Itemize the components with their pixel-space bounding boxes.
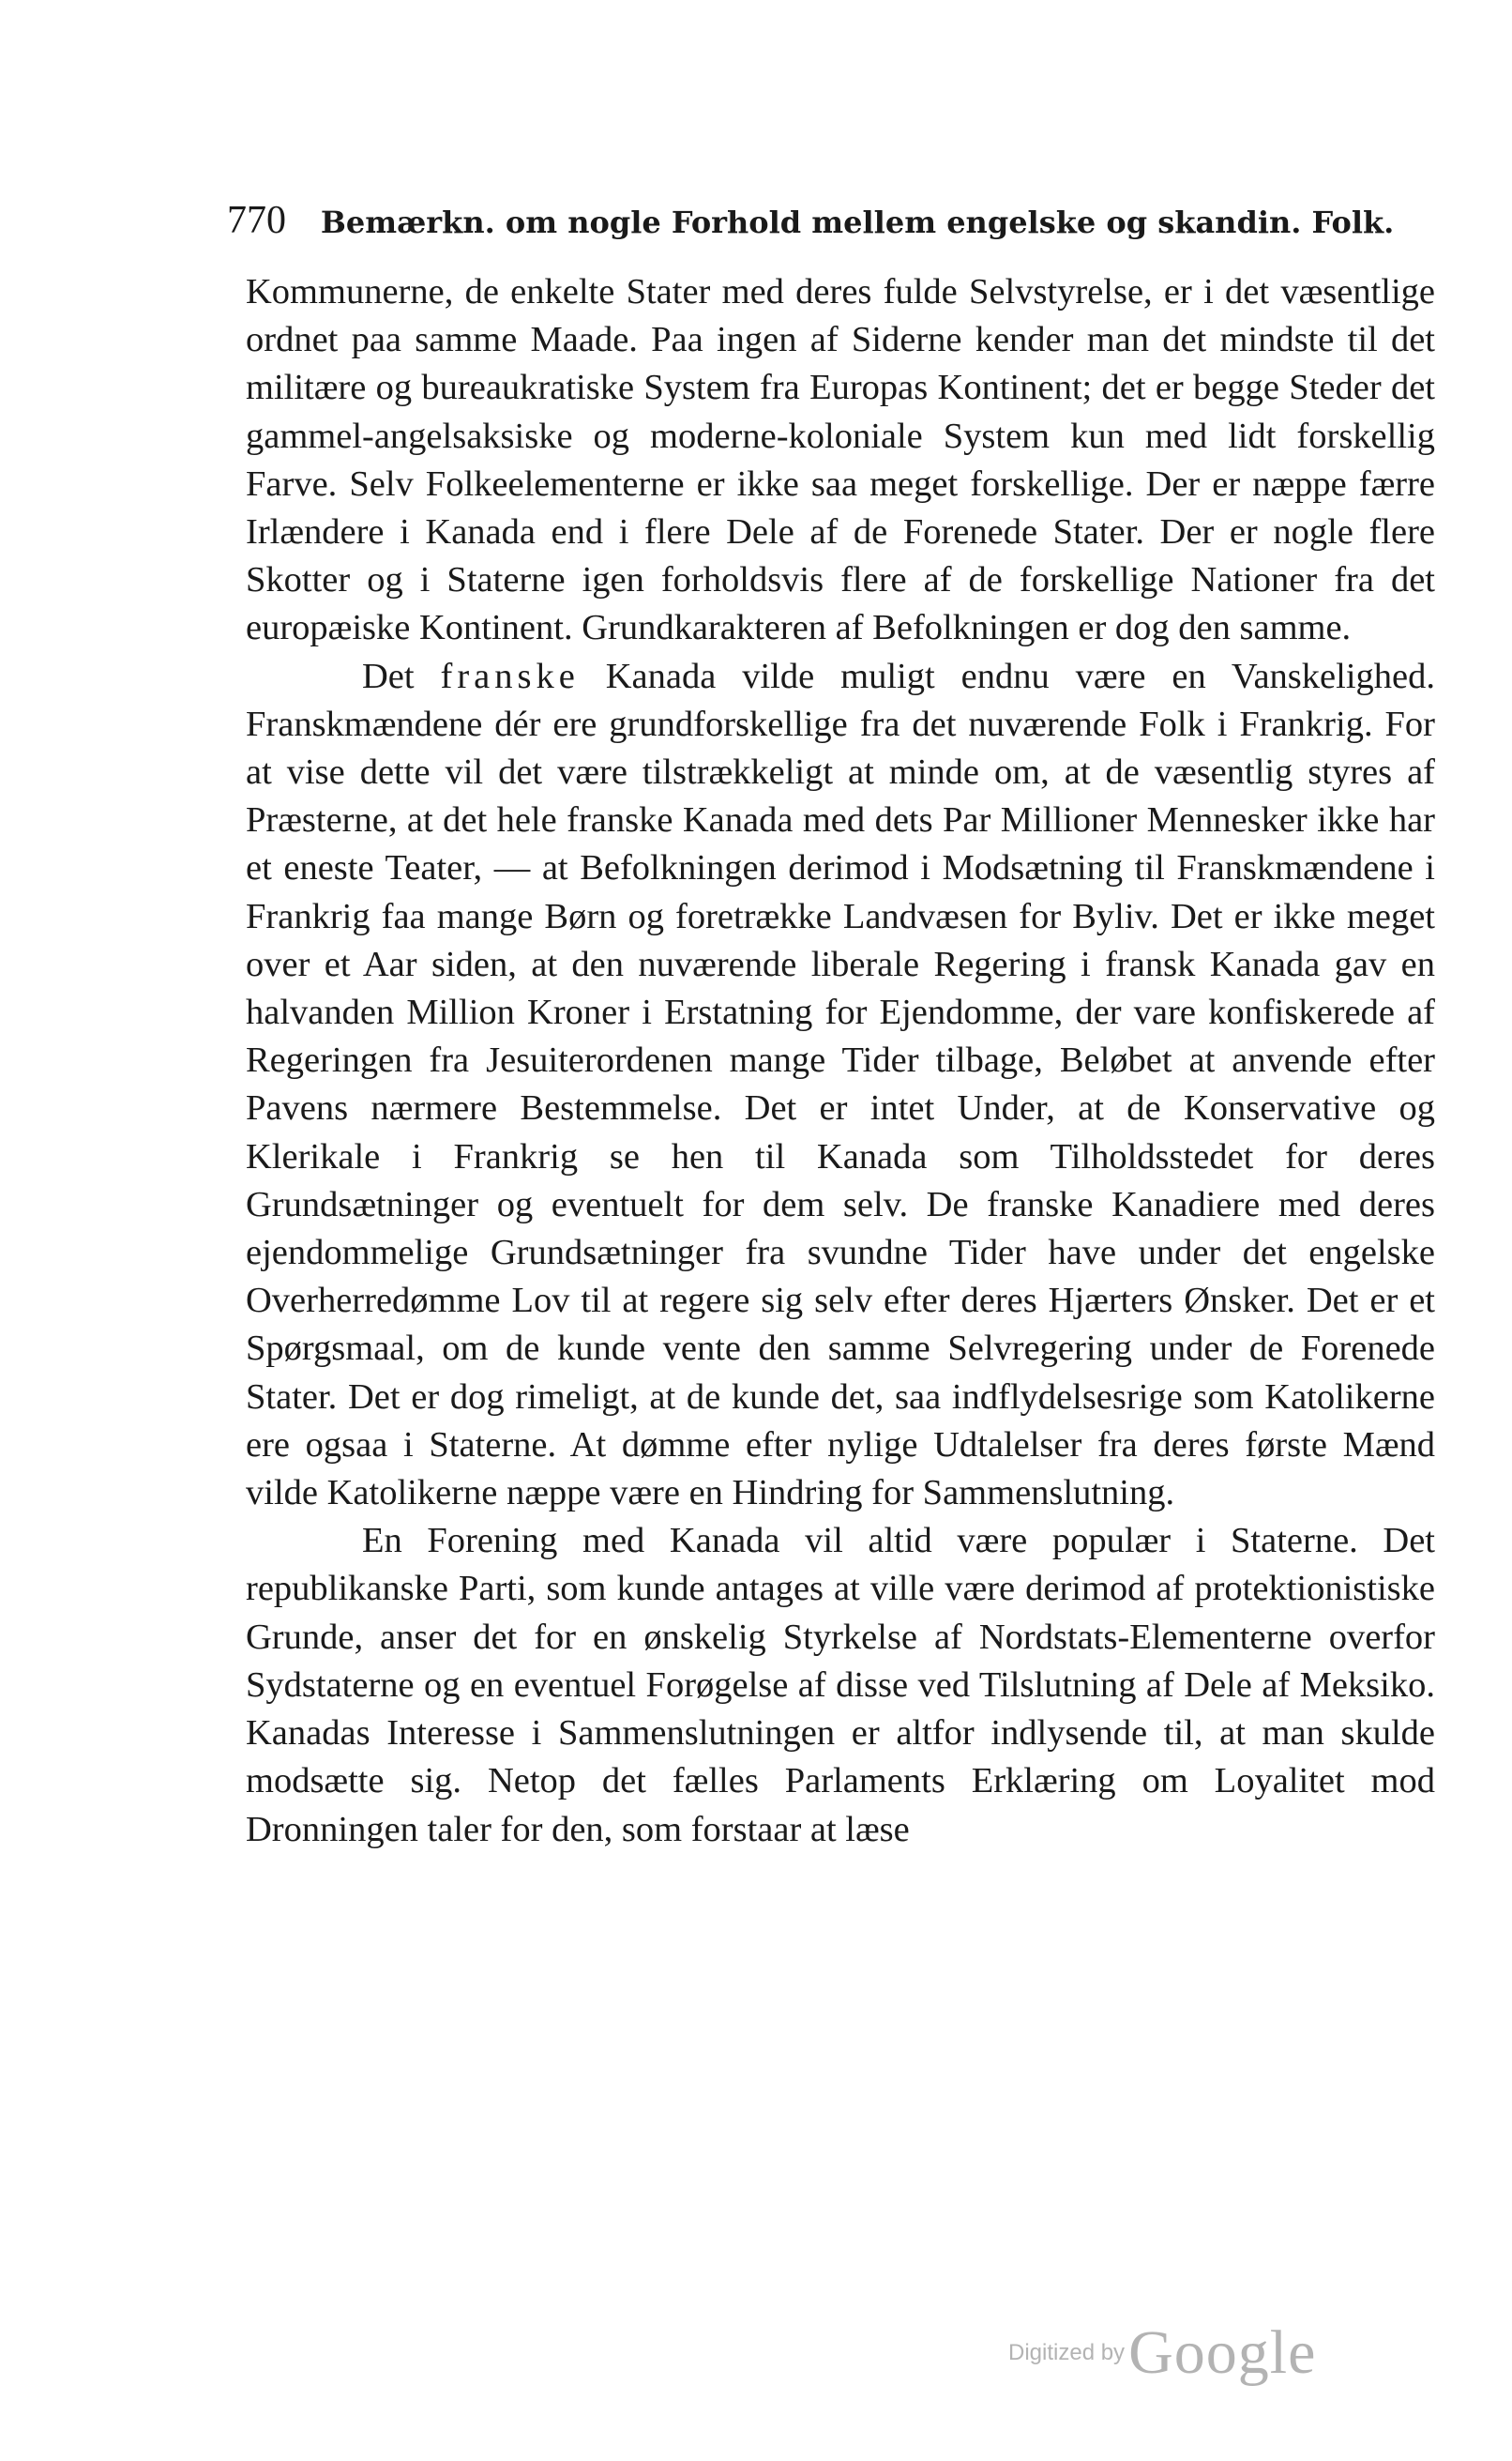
paragraph-2: [246, 653, 1435, 1518]
paragraph-2-rest: Kanada vilde muligt endnu være en Vanskelighed. Franskmændene dér ere grundforskellige fra det nuværende Folk i Frankrig. For at vise dette vil det være tilstrækkeligt at minde om, at de væsentlig styres af Præsterne, at det hele franske Kanada med dets Par Millioner Mennesker ikke har et eneste Teater, — at Befolkningen derimod i Modsætning til Franskmændene i Frankrig faa mange Børn og foretrække Landvæsen for Byliv. Det er ikke meget over et Aar siden, at den nuværende liberale Regering i fransk Kanada gav en halvanden Million Kroner i Erstatning for Ejendomme, der vare konfiskerede af Regeringen fra Jesuiterordenen mange Tider tilbage, Beløbet at anvende efter Pavens nærmere Bestemmelse. Det er intet Under, at de Konservative og Klerikale i Frankrig se hen til Kanada som Tilholdsstedet for deres Grundsætninger og eventuelt for dem selv. De franske Kanadiere med deres ejendommelige Grundsætninger fra svundne Tider have under det engelske Overherredømme Lov til at regere sig selv efter deres Hjærters Ønsker. Det er et Spørgsmaal, om de kunde vente den samme Selvregering under de Forenede Stater. Det er dog rimeligt, at de kunde det, saa indflydelsesrige som Katolikerne ere ogsaa i Staterne. At dømme efter nylige Udtalelser fra deres første Mænd vilde Katolikerne næppe være en Hindring for Sammenslutning.: [246, 656, 1435, 1513]
page-number: 770: [227, 199, 286, 242]
digitized-by-label: Digitized by: [1008, 2340, 1126, 2365]
paragraph-3: En Forening med Kanada vil altid være populær i Staterne. Det republikanske Parti, som kunde antages at ville være derimod af protektionistiske Grunde, anser det for en ønskelig Styrkelse af Nordstats-Elementerne overfor Sydstaterne og en eventuel Forøgelse af disse ved Tilslutning af Dele af Meksiko. Kanadas Interesse i Sammenslutningen er altfor indlysende til, at man skulde modsætte sig. Netop det fælles Parlaments Erklæring om Loyalitet mod Dronningen taler for den, som forstaar at læse: [246, 1521, 1435, 1849]
paragraph-1: Kommunerne, de enkelte Stater med deres fulde Selvstyrelse, er i det væsentlige ordnet paa samme Maade. Paa ingen af Siderne kender man det mindste til det militære og bureaukratiske System fra Europas Kontinent; det er begge Steder det gammel-angelsaksiske og moderne-koloniale System kun med lidt forskellig Farve. Selv Folkeelementerne er ikke saa meget forskellige. Der er næppe færre Irlændere i Kanada end i flere Dele af de Forenede Stater. Der er nogle flere Skotter og i Staterne igen forholdsvis flere af de forskellige Nationer fra det europæiske Kontinent. Grundkarakteren af Befolkningen er dog den samme.: [246, 272, 1435, 648]
spaced-word: franske: [440, 656, 580, 696]
digitization-watermark: [1008, 2317, 1316, 2393]
page-header: [227, 188, 1446, 253]
paragraph-2-start: Det: [362, 656, 441, 696]
google-logo: Google: [1128, 2318, 1317, 2387]
running-title: Bemærkn. om nogle Forhold mellem engelske og skandin. Folk.: [320, 205, 1395, 240]
body-text: [246, 268, 1435, 1854]
